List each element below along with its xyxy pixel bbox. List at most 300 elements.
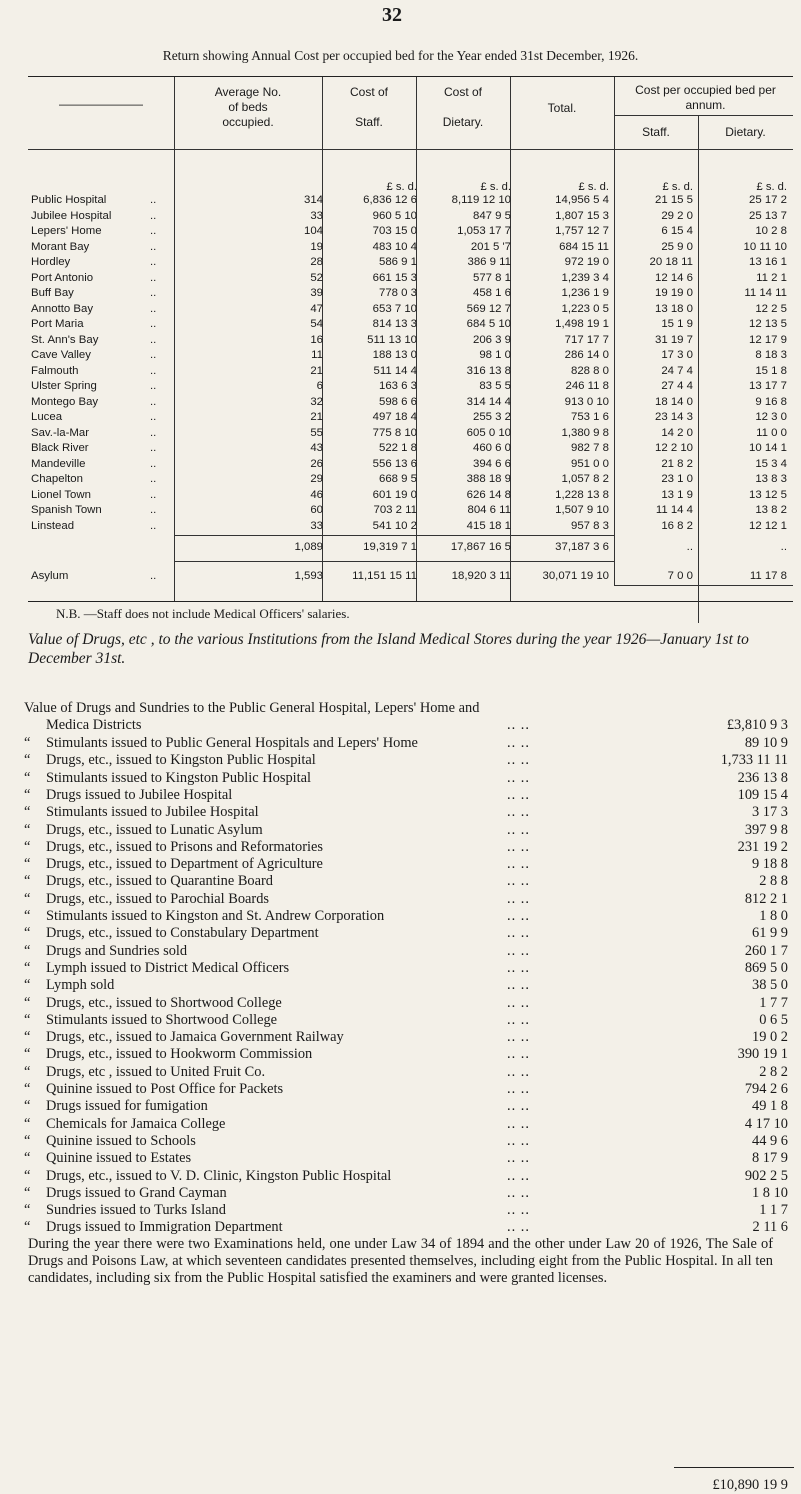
cell-staff: 511 14 4 xyxy=(373,364,417,377)
cell-dietary: 847 9 5 xyxy=(472,209,511,222)
leader-dots: .. xyxy=(150,209,157,222)
cell-dietary: 394 6 6 xyxy=(472,457,511,470)
cell-staff: 814 13 3 xyxy=(372,318,417,330)
cell-dietary: 388 18 9 xyxy=(466,473,511,485)
leader-dots: .. .. xyxy=(507,1011,530,1028)
cell-dietary: 255 3 2 xyxy=(472,411,511,423)
cell-staff: 11,151 15 11 xyxy=(352,570,417,582)
cell-total: 1,498 19 1 xyxy=(555,318,609,330)
leader-dots: .. xyxy=(150,240,157,253)
item-amount: 38 5 0 xyxy=(752,977,788,994)
ditto-mark: “ xyxy=(24,1029,31,1046)
cell-staff: 703 15 0 xyxy=(372,225,417,237)
cell-pb-dietary: .. xyxy=(780,541,787,553)
list-item xyxy=(24,1064,794,1081)
table-row xyxy=(28,503,793,518)
cell-pb-staff: 13 18 0 xyxy=(654,302,693,315)
cell-pb-dietary: 13 16 1 xyxy=(748,256,787,268)
table-row xyxy=(28,364,793,379)
leader-dots: .. .. xyxy=(507,786,530,803)
cell-pb-staff: 13 1 9 xyxy=(661,488,693,501)
list-item xyxy=(24,804,794,821)
leader-dots: .. xyxy=(150,426,157,439)
item-amount: 869 5 0 xyxy=(744,959,788,976)
cell-staff: 163 6 3 xyxy=(378,380,417,392)
cell-staff: 522 1 8 xyxy=(378,442,417,454)
leader-dots: .. .. xyxy=(507,1081,530,1097)
cell-pb-staff: 12 2 10 xyxy=(654,442,693,454)
cell-pb-staff: 15 1 9 xyxy=(661,318,693,330)
leader-dots: .. xyxy=(150,519,157,532)
table-row xyxy=(28,410,793,425)
table-row xyxy=(28,224,793,239)
cell-staff: 19,319 7 1 xyxy=(363,541,417,553)
list-item xyxy=(24,1081,794,1098)
ditto-mark: “ xyxy=(24,856,31,873)
item-label: Drugs, etc., issued to Prisons and Reformatories xyxy=(46,838,323,855)
table-row xyxy=(28,209,793,224)
item-label: Drugs, etc., issued to Department of Agriculture xyxy=(46,856,323,873)
list-item xyxy=(24,891,794,908)
list-item xyxy=(24,943,794,960)
table-row xyxy=(28,348,793,363)
totals-row xyxy=(28,540,793,555)
cell-dietary: 804 6 11 xyxy=(467,504,511,516)
leader-dots: .. xyxy=(150,570,157,582)
cell-staff: 661 15 3 xyxy=(372,271,417,284)
cell-pb-staff: 23 14 3 xyxy=(654,411,693,423)
list-item xyxy=(24,1150,794,1167)
cell-beds: 6 xyxy=(316,380,323,392)
cell-beds: 26 xyxy=(310,457,323,470)
ditto-mark: “ xyxy=(24,908,31,924)
leader-dots: .. xyxy=(150,349,157,361)
leader-dots: .. .. xyxy=(507,717,530,733)
intro-line-1: Value of Drugs and Sundries to the Public General Hospital, Lepers' Home and xyxy=(24,700,480,716)
item-label: Drugs and Sundries sold xyxy=(46,942,188,959)
cell-total: 1,057 8 2 xyxy=(561,473,609,485)
item-label: Sundries issued to Turks Island xyxy=(46,1202,226,1219)
item-amount: 61 9 9 xyxy=(752,925,788,942)
table-row xyxy=(28,240,793,255)
cell-staff: 598 6 6 xyxy=(378,395,417,408)
leader-dots: .. xyxy=(150,225,157,237)
cell-dietary: 569 12 7 xyxy=(466,302,511,315)
ditto-mark: “ xyxy=(24,786,31,803)
cell-staff: 668 9 5 xyxy=(378,473,417,485)
item-amount: 44 9 6 xyxy=(752,1132,788,1149)
table-row xyxy=(28,286,793,301)
list-item xyxy=(24,1012,794,1029)
units-pb-staff: £ s. d. xyxy=(662,181,693,193)
row-label: Chapelton xyxy=(31,473,83,485)
table-row xyxy=(28,441,793,456)
cell-dietary: 386 9 11 xyxy=(467,256,511,268)
cell-staff: 775 8 10 xyxy=(372,426,417,439)
ditto-mark: “ xyxy=(24,942,31,959)
cell-staff: 778 0 3 xyxy=(378,287,417,299)
item-amount: 89 10 9 xyxy=(744,735,788,751)
item-label: Drugs, etc , issued to United Fruit Co. xyxy=(46,1063,266,1080)
cell-dietary: 316 13 8 xyxy=(466,364,511,377)
leader-dots: .. .. xyxy=(507,1115,530,1132)
cell-dietary: 460 6 0 xyxy=(472,442,511,454)
row-label: Public Hospital xyxy=(31,194,107,206)
cell-pb-staff: 21 8 2 xyxy=(661,457,693,470)
cell-beds: 33 xyxy=(310,519,323,532)
cell-dietary: 18,920 3 11 xyxy=(451,570,511,582)
intro-amount: £3,810 9 3 xyxy=(726,717,788,733)
totals-rule xyxy=(174,561,614,562)
leader-dots: .. xyxy=(150,287,157,299)
cell-pb-staff: 6 15 4 xyxy=(661,225,693,237)
row-label: Black River xyxy=(31,442,89,454)
leader-dots: .. .. xyxy=(507,890,530,907)
table-row xyxy=(28,302,793,317)
list-item xyxy=(24,925,794,942)
row-label: Mandeville xyxy=(31,457,86,470)
table-row xyxy=(28,317,793,332)
item-amount: 49 1 8 xyxy=(752,1098,788,1115)
asylum-rule xyxy=(614,585,793,586)
leader-dots: .. .. xyxy=(507,838,530,855)
item-amount: 1 1 7 xyxy=(759,1202,788,1219)
cell-beds: 314 xyxy=(303,194,323,206)
cell-beds: 1,089 xyxy=(294,541,323,553)
cell-beds: 39 xyxy=(310,287,323,299)
cell-pb-staff: 16 8 2 xyxy=(661,519,693,532)
header-blank: ——————— xyxy=(59,97,143,111)
leader-dots: .. xyxy=(150,457,157,470)
item-label: Drugs issued to Immigration Department xyxy=(46,1219,283,1236)
cell-pb-staff: 19 19 0 xyxy=(654,287,693,299)
list-item xyxy=(24,735,794,752)
cell-staff: 586 9 1 xyxy=(378,256,417,268)
cell-beds: 19 xyxy=(310,240,323,253)
table-row xyxy=(28,488,793,503)
drugs-total: £10,890 19 9 xyxy=(712,1477,788,1493)
cell-staff: 601 19 0 xyxy=(372,488,417,501)
leader-dots: .. .. xyxy=(507,1098,530,1115)
cell-pb-dietary: 10 11 10 xyxy=(743,240,787,253)
cell-total: 951 0 0 xyxy=(570,457,609,470)
item-label: Quinine issued to Estates xyxy=(46,1150,192,1167)
list-item xyxy=(24,995,794,1012)
item-label: Drugs issued for fumigation xyxy=(46,1098,208,1115)
row-label: Annotto Bay xyxy=(31,302,94,315)
cell-dietary: 1,053 17 7 xyxy=(457,225,511,237)
item-amount: 109 15 4 xyxy=(737,786,788,803)
row-label: Falmouth xyxy=(31,364,79,377)
leader-dots: .. xyxy=(150,411,157,423)
cell-pb-staff: 18 14 0 xyxy=(654,395,693,408)
row-label: Lionel Town xyxy=(31,488,91,501)
cell-total: 1,507 9 10 xyxy=(555,504,609,516)
cell-pb-staff: 12 14 6 xyxy=(654,271,693,284)
cell-dietary: 83 5 5 xyxy=(479,380,511,392)
ditto-mark: “ xyxy=(24,769,31,786)
cell-beds: 28 xyxy=(310,256,323,268)
table-row xyxy=(28,457,793,472)
cell-pb-dietary: 12 3 0 xyxy=(755,411,787,423)
cell-total: 37,187 3 6 xyxy=(555,541,609,553)
row-label: Spanish Town xyxy=(31,504,102,516)
cell-total: 1,228 13 8 xyxy=(555,488,609,501)
table-row xyxy=(28,426,793,441)
row-label: Morant Bay xyxy=(31,240,90,253)
item-label: Drugs issued to Jubilee Hospital xyxy=(46,786,233,803)
cell-pb-dietary: 10 2 8 xyxy=(755,225,787,237)
cell-total: 30,071 19 10 xyxy=(542,570,609,582)
item-label: Drugs, etc., issued to Parochial Boards xyxy=(46,890,270,907)
row-label: Hordley xyxy=(31,256,71,268)
item-amount: 1 7 7 xyxy=(759,994,788,1011)
cell-pb-dietary: 11 2 1 xyxy=(756,271,787,284)
ditto-mark: “ xyxy=(24,994,31,1011)
item-amount: 812 2 1 xyxy=(744,890,788,907)
cost-per-bed-table xyxy=(28,76,793,602)
header-cost-staff: Cost of Staff. xyxy=(349,85,388,129)
cell-dietary: 98 1 0 xyxy=(479,349,511,361)
cell-beds: 21 xyxy=(310,364,323,377)
cell-pb-dietary: 13 17 7 xyxy=(748,380,787,392)
leader-dots: .. .. xyxy=(507,1202,530,1219)
list-item xyxy=(24,770,794,787)
row-label: Lucea xyxy=(31,411,63,423)
cell-staff: 6,836 12 6 xyxy=(363,194,417,206)
item-label: Drugs, etc., issued to Constabulary Department xyxy=(46,925,319,942)
cell-pb-dietary: 15 3 4 xyxy=(755,457,787,470)
ditto-mark: “ xyxy=(24,890,31,907)
cell-total: 14,956 5 4 xyxy=(555,194,609,206)
list-item xyxy=(24,1133,794,1150)
cell-total: 1,807 15 3 xyxy=(555,209,609,222)
subheader-rule xyxy=(614,115,793,116)
cell-beds: 46 xyxy=(310,488,323,501)
row-label: Ulster Spring xyxy=(31,380,97,392)
leader-dots: .. .. xyxy=(507,873,530,890)
list-item xyxy=(24,1219,794,1236)
cell-dietary: 684 5 10 xyxy=(466,318,511,330)
item-amount: 4 17 10 xyxy=(744,1115,788,1132)
leader-dots: .. xyxy=(150,333,157,346)
ditto-mark: “ xyxy=(24,1046,31,1063)
list-item xyxy=(24,1168,794,1185)
item-amount: 1,733 11 11 xyxy=(720,752,788,769)
leader-dots: .. .. xyxy=(507,942,530,959)
table-row xyxy=(28,271,793,286)
cell-staff: 541 10 2 xyxy=(372,519,417,532)
cell-dietary: 8,119 12 10 xyxy=(451,194,511,206)
cell-total: 828 8 0 xyxy=(570,364,609,377)
leader-dots: .. .. xyxy=(507,925,530,942)
cell-pb-staff: 20 18 11 xyxy=(649,256,693,268)
item-amount: 19 0 2 xyxy=(752,1029,788,1046)
cell-total: 957 8 3 xyxy=(570,519,609,532)
table-row xyxy=(28,472,793,487)
list-item xyxy=(24,1029,794,1046)
item-label: Drugs, etc., issued to Shortwood College xyxy=(46,994,282,1011)
units-pb-dietary: £ s. d. xyxy=(756,181,787,193)
cell-pb-staff: 7 0 0 xyxy=(667,570,693,582)
leader-dots: .. .. xyxy=(507,821,530,838)
item-label: Lymph issued to District Medical Officers xyxy=(46,959,290,976)
ditto-mark: “ xyxy=(24,1167,31,1184)
row-label: Jubilee Hospital xyxy=(31,209,112,222)
header-cost-per-bed: Cost per occupied bed per annum. xyxy=(635,83,776,112)
item-amount: 2 8 2 xyxy=(759,1063,788,1080)
leader-dots: .. .. xyxy=(507,804,530,821)
table-row xyxy=(28,333,793,348)
leader-dots: .. .. xyxy=(507,856,530,873)
leader-dots: .. .. xyxy=(507,1184,530,1201)
leader-dots: .. xyxy=(150,302,157,315)
item-amount: 2 8 8 xyxy=(759,873,788,890)
ditto-mark: “ xyxy=(24,1150,31,1167)
cell-staff: 511 13 10 xyxy=(367,333,417,346)
item-label: Drugs, etc., issued to V. D. Clinic, Kingston Public Hospital xyxy=(46,1167,392,1184)
cell-pb-dietary: 25 17 2 xyxy=(748,194,787,206)
row-label: Cave Valley xyxy=(31,349,91,361)
ditto-mark: “ xyxy=(24,977,31,994)
cell-total: 913 0 10 xyxy=(564,395,609,408)
cell-staff: 497 18 4 xyxy=(372,411,417,423)
header-avg-beds: Average No. of beds occupied. xyxy=(214,85,282,129)
cell-dietary: 314 14 4 xyxy=(466,395,511,408)
cell-beds: 104 xyxy=(303,225,323,237)
leader-dots: .. .. xyxy=(507,994,530,1011)
row-label: Montego Bay xyxy=(31,395,99,408)
item-label: Stimulants issued to Kingston Public Hospital xyxy=(46,769,312,786)
item-label: Stimulants issued to Jubilee Hospital xyxy=(46,804,259,821)
item-label: Quinine issued to Schools xyxy=(46,1132,196,1149)
cell-staff: 483 10 4 xyxy=(372,240,417,253)
cell-pb-dietary: 25 13 7 xyxy=(748,209,787,222)
header-cost-dietary: Cost of Dietary. xyxy=(442,85,484,129)
cell-pb-staff: 31 19 7 xyxy=(654,333,693,346)
cell-total: 753 1 6 xyxy=(570,411,609,423)
cell-beds: 33 xyxy=(310,209,323,222)
ditto-mark: “ xyxy=(24,959,31,976)
item-amount: 2 11 6 xyxy=(752,1219,788,1236)
header-pb-staff: Staff. xyxy=(642,125,670,139)
leader-dots: .. .. xyxy=(507,1063,530,1080)
cell-total: 972 19 0 xyxy=(564,256,609,268)
ditto-mark: “ xyxy=(24,735,31,751)
ditto-mark: “ xyxy=(24,1202,31,1219)
list-item xyxy=(24,856,794,873)
item-label: Stimulants issued to Shortwood College xyxy=(46,1011,278,1028)
row-label: Port Maria xyxy=(31,318,84,330)
cell-pb-dietary: 8 18 3 xyxy=(755,349,787,361)
leader-dots: .. xyxy=(150,395,157,408)
leader-dots: .. .. xyxy=(507,752,530,769)
header-total: Total. xyxy=(547,101,577,115)
item-amount: 236 13 8 xyxy=(737,769,788,786)
cell-total: 1,236 1 9 xyxy=(561,287,609,299)
row-label: Lepers' Home xyxy=(31,225,102,237)
cell-pb-staff: 24 7 4 xyxy=(661,364,693,377)
item-amount: 3 17 3 xyxy=(752,804,788,821)
leader-dots: .. .. xyxy=(507,959,530,976)
list-item xyxy=(24,977,794,994)
cell-dietary: 17,867 16 5 xyxy=(450,541,511,553)
table-caption: Return showing Annual Cost per occupied bed for the Year ended 31st December, 1926. xyxy=(162,48,639,63)
list-item xyxy=(24,1116,794,1133)
item-amount: 260 1 7 xyxy=(744,942,788,959)
cell-pb-dietary: 12 2 5 xyxy=(755,302,787,315)
header-pb-dietary: Dietary. xyxy=(725,125,766,139)
cell-pb-staff: 14 2 0 xyxy=(661,426,693,439)
leader-dots: .. xyxy=(150,256,157,268)
list-item xyxy=(24,960,794,977)
ditto-mark: “ xyxy=(24,1081,31,1097)
cell-pb-staff: 11 14 4 xyxy=(655,504,693,516)
row-label: Buff Bay xyxy=(31,287,74,299)
cell-beds: 54 xyxy=(310,318,323,330)
leader-dots: .. xyxy=(150,271,157,284)
item-label: Chemicals for Jamaica College xyxy=(46,1115,226,1132)
table-note: N.B. —Staff does not include Medical Officers' salaries. xyxy=(56,606,350,621)
leader-dots: .. xyxy=(150,380,157,392)
units-total: £ s. d. xyxy=(578,181,609,193)
cell-total: 1,757 12 7 xyxy=(555,225,609,237)
item-label: Drugs, etc., issued to Quarantine Board xyxy=(46,873,273,890)
row-label: Linstead xyxy=(31,519,75,532)
cell-pb-staff: 27 4 4 xyxy=(661,380,693,392)
cell-dietary: 577 8 1 xyxy=(472,271,511,284)
table-row xyxy=(28,519,793,534)
list-item xyxy=(24,1202,794,1219)
cell-staff: 188 13 0 xyxy=(372,349,417,361)
item-label: Drugs, etc., issued to Jamaica Government Railway xyxy=(46,1029,344,1046)
table-row xyxy=(28,255,793,270)
leader-dots: .. xyxy=(150,442,157,454)
cell-pb-dietary: 11 0 0 xyxy=(756,426,787,439)
cell-total: 684 15 11 xyxy=(559,240,609,253)
cell-dietary: 415 18 1 xyxy=(466,519,511,532)
item-amount: 1 8 10 xyxy=(752,1184,788,1201)
section-heading: Value of Drugs, etc , to the various Institutions from the Island Medical Stores during the year 1926—January 1st to December 31st. xyxy=(28,631,749,667)
list-item xyxy=(24,1046,794,1063)
leader-dots: .. xyxy=(150,488,157,501)
cell-dietary: 206 3 9 xyxy=(472,333,511,346)
cell-beds: 60 xyxy=(310,504,323,516)
page-number: 32 xyxy=(382,4,402,26)
ditto-mark: “ xyxy=(24,838,31,855)
cell-pb-staff: 23 1 0 xyxy=(661,473,693,485)
cell-beds: 32 xyxy=(310,395,323,408)
cell-pb-staff: 21 15 5 xyxy=(654,194,693,206)
ditto-mark: “ xyxy=(24,1219,31,1236)
leader-dots: .. .. xyxy=(507,1132,530,1149)
list-item xyxy=(24,787,794,804)
totals-rule xyxy=(174,535,614,536)
cell-pb-dietary: 13 12 5 xyxy=(748,488,787,501)
row-label: Asylum xyxy=(31,570,69,582)
leader-dots: .. xyxy=(150,194,157,206)
table-row xyxy=(28,395,793,410)
examinations-paragraph: During the year there were two Examinations held, one under Law 34 of 1894 and the other under Law 20 of 1926, The Sale of Drugs and Poisons Law, at which seventeen candidates presented themselves, including eight from the Public Hospital. In all ten candidates, including six from the Public Hospital satisfied the examiners and were granted licenses. xyxy=(28,1236,773,1286)
cell-pb-dietary: 13 8 3 xyxy=(755,473,787,485)
cell-pb-dietary: 12 12 1 xyxy=(748,519,787,532)
row-label: Port Antonio xyxy=(31,271,94,284)
item-label: Lymph sold xyxy=(46,977,115,994)
ditto-mark: “ xyxy=(24,925,31,942)
cell-total: 1,223 0 5 xyxy=(561,302,609,315)
cell-beds: 43 xyxy=(310,442,323,454)
table-row xyxy=(28,193,793,208)
